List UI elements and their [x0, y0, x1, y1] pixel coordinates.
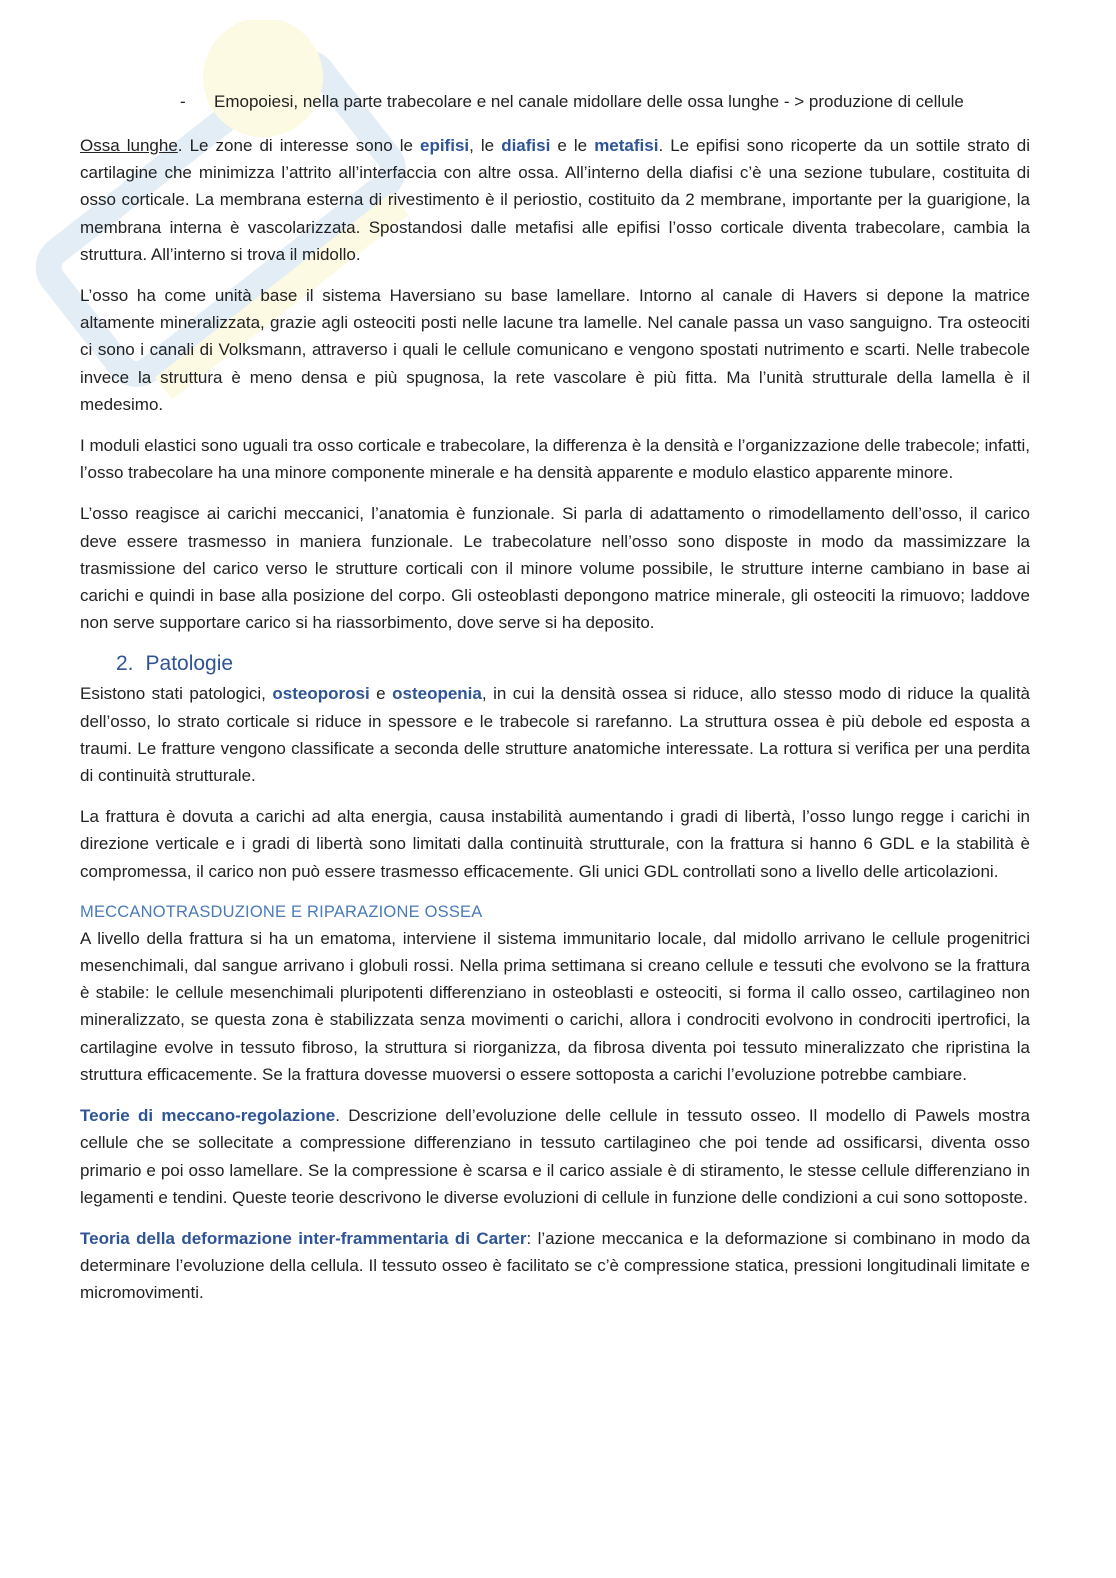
text-run: . Le zone di interesse sono le: [177, 136, 420, 155]
document-page: [80, 88, 1030, 1321]
keyword-carter: Teoria della deformazione inter-frammentaria di Carter: [80, 1228, 527, 1248]
paragraph-haversiano: L’osso ha come unità base il sistema Haversiano su base lamellare. Intorno al canale di Havers si depone la matrice altamente mineralizzata, grazie agli osteociti posti nelle lacune tra lamelle. Nel canale passa un vaso sanguigno. Tra osteociti ci sono i canali di Volksmann, attraverso i quali le cellule comunicano e vengono spostati nutrimento e scarti. Nelle trabecole invece la struttura è meno densa e più spugnosa, la rete vascolare è più fitta. Ma l’unità strutturale della lamella è il medesimo.: [80, 286, 1030, 414]
paragraph-ossa-lunghe: [80, 132, 1030, 268]
paragraph-carichi-meccanici: L’osso reagisce ai carichi meccanici, l’anatomia è funzionale. Si parla di adattamento o rimodellamento dell’osso, il carico deve essere trasmesso in maniera funzionale. Le trabecolature nell’osso sono disposte in modo da massimizzare la trasmissione del carico verso le strutture corticali con il minore volume possibile, le strutture interne cambiano in base ai carichi e quindi in base alla posizione del corpo. Gli osteoblasti depongono matrice minerale, gli osteociti la rimuovo; laddove non serve supportare carico si ha riassorbimento, dove serve si ha deposito.: [80, 504, 1030, 633]
section-number: 2.: [116, 652, 134, 676]
paragraph-meccano-regolazione: [80, 1102, 1030, 1211]
section-heading-patologie: [116, 650, 1030, 678]
section-title: Patologie: [145, 652, 234, 676]
paragraph-ematoma: A livello della frattura si ha un ematoma, interviene il sistema immunitario locale, dal midollo arrivano le cellule progenitrici mesenchimali, dal sangue arrivano i globuli rossi. Nella prima settimana si creano cellule e tessuti che evolvono se la frattura è stabile: le cellule mesenchimali pluripotenti differenziano in osteoblasti e osteociti, si forma il callo osseo, cartilagineo non mineralizzato, se questa zona è stabilizzata senza movimenti o carichi, allora i condrociti evolvono in condrociti ipertrofici, la cartilagine evolve in tessuto fibroso, la struttura si riorganizza, da fibrosa diventa poi tessuto mineralizzato che ripristina la struttura efficacemente. Se la frattura dovesse muoversi o essere sottoposta a carichi l’evoluzione potrebbe cambiare.: [80, 928, 1030, 1084]
bullet-item: [80, 88, 1030, 115]
keyword-epifisi: epifisi: [420, 136, 470, 155]
keyword-metafisi: metafisi: [594, 136, 659, 155]
paragraph-moduli-elastici: I moduli elastici sono uguali tra osso corticale e trabecolare, la differenza è la densità e l’organizzazione delle trabecole; infatti, l’osso trabecolare ha una minore componente minerale e ha densità apparente e modulo elastico apparente minore.: [80, 436, 1030, 483]
keyword-osteopenia: osteopenia: [392, 684, 482, 704]
subheading-meccanotrasduzione: MECCANOTRASDUZIONE E RIPARAZIONE OSSEA: [80, 902, 483, 921]
text-run: . Descrizione dell’evoluzione delle cellule in tessuto osseo. Il modello di Pawels mostra cellule che se sollecitate a compressione differenziano in tessuto cartilagineo che poi tende ad ossificarsi, diventa osso primario e poi osso lamellare. Se la compressione è scarsa e il carico assiale è di stiramento, le stesse cellule differenziano in legamenti e tendini. Queste teorie descrivono le diverse evoluzioni di cellule in funzione delle condizioni a cui sono sottoposte.: [80, 1106, 1030, 1207]
keyword-diafisi: diafisi: [501, 136, 551, 155]
paragraph-osteoporosi: [80, 680, 1030, 789]
text-run: e le: [550, 136, 595, 155]
text-run: : l’azione meccanica e la deformazione si combinano in modo da determinare l’evoluzione della cellula. Il tessuto osseo è facilitato se c’è compressione statica, pressioni longitudinali limitate e micromovimenti.: [80, 1228, 1030, 1303]
text-run: . Le epifisi sono ricoperte da un sottile strato di cartilagine che minimizza l’attrito all’interfaccia con altre ossa. All’interno della diafisi c’è una sezione tubulare, costituita di osso corticale. La membrana esterna di rivestimento è il periostio, costituito da 2 membrane, importante per la guarigione, la membrana interna è vascolarizzata. Spostandosi dalle metafisi alle epifisi l’osso corticale diventa trabecolare, cambia la struttura. All’interno si trova il midollo.: [80, 136, 1031, 264]
text-run: , le: [469, 136, 502, 155]
text-run: , in cui la densità ossea si riduce, allo stesso modo di riduce la qualità dell’osso, lo strato corticale si riduce in spessore e le trabecole si rarefanno. La struttura ossea è più debole ed esposta a traumi. Le fratture vengono classificate a seconda delle strutture anatomiche interessate. La rottura si verifica per una perdita di continuità strutturale.: [80, 684, 1030, 786]
bullet-text: Emopoiesi, nella parte trabecolare e nel canale midollare delle ossa lunghe - > produzione di cellule: [214, 92, 964, 111]
text-run: e: [369, 684, 393, 704]
bullet-dash: -: [180, 92, 186, 111]
ossa-lunghe-title: Ossa lunghe: [80, 136, 178, 155]
keyword-meccano-regolazione: Teorie di meccano-regolazione: [80, 1106, 336, 1126]
keyword-osteoporosi: osteoporosi: [272, 684, 370, 704]
paragraph-frattura: La frattura è dovuta a carichi ad alta energia, causa instabilità aumentando i gradi di libertà, l’osso lungo regge i carichi in direzione verticale e i gradi di libertà sono limitati dalla continuità strutturale, con la frattura si hanno 6 GDL e la stabilità è compromessa, il carico non può essere trasmesso efficacemente. Gli unici GDL controllati sono a livello delle articolazioni.: [80, 807, 1030, 881]
paragraph-carter: [80, 1225, 1030, 1307]
text-run: Esistono stati patologici,: [80, 684, 273, 704]
